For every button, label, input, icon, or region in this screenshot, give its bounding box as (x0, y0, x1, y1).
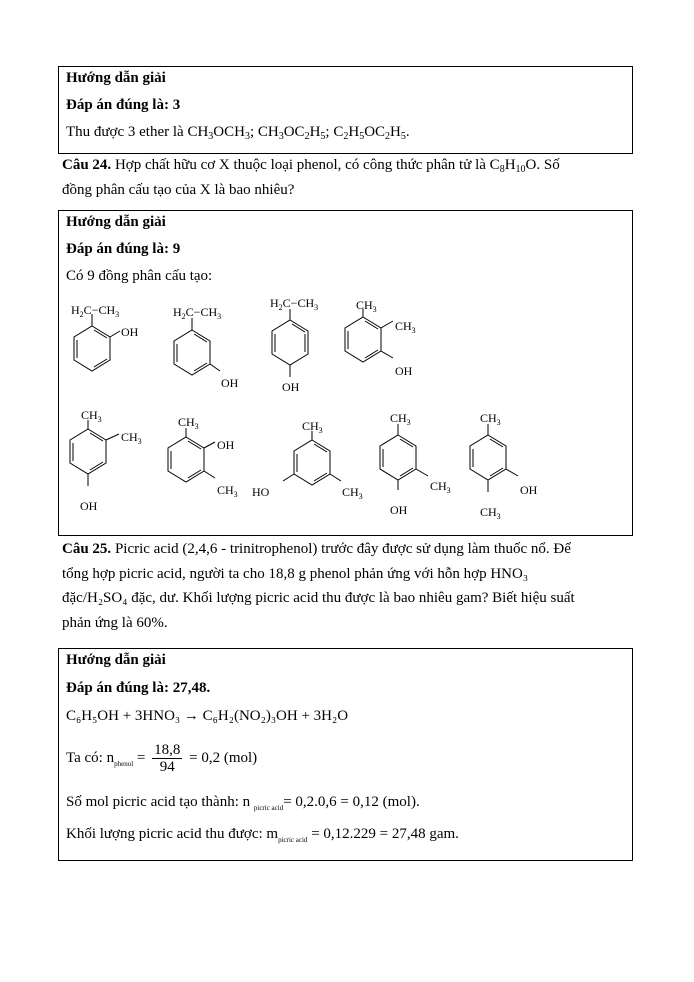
q25-question: Câu 25. Picric acid (2,4,6 - trinitrophenol) trước đây được sử dụng làm thuốc nổ. Để tổng hợp picric acid, người ta cho 18,8 g phenol phản ứng với hỗn hợp HNO₃ đặc/H₂SO₄ đặc, dư. Khối lượng picric acid thu được là bao nhiêu gam? Biết hiệu suất phản ứng là 60%. (62, 541, 575, 631)
isomer-2,4-dimethylphenol (372, 410, 462, 520)
q25-label: Câu 25. (62, 541, 112, 557)
svg-text:HO: HO (252, 485, 270, 499)
q24-question: Câu 24. Hợp chất hữu cơ X thuộc loại phenol, có công thức phân tử là $C_8H_{10}O$. Số đồng phân cấu tạo của X là bao nhiêu? (62, 157, 560, 198)
svg-text:CH3: $CH_3$ (178, 415, 199, 431)
q24-answer: Đáp án đúng là: 9 (66, 241, 181, 257)
svg-text:OH: OH (520, 483, 538, 497)
svg-text:CH3: $CH_3$ (395, 319, 416, 335)
isomer-3,5-dimethylphenol (250, 414, 370, 504)
q25-step2: Số mol picric acid tạo thành: n $_{picric acid}$= 0,2.0,6 = 0,12 (mol). (66, 794, 420, 812)
svg-text:OH: OH (217, 438, 235, 452)
q25-answer: Đáp án đúng là: 27,48. (66, 680, 211, 696)
svg-text:CH3: $CH_3$ (356, 298, 377, 314)
svg-text:OH: OH (395, 364, 413, 378)
isomer-2,5-dimethylphenol (462, 410, 562, 525)
isomer-2,6-dimethylphenol (160, 412, 250, 502)
svg-text:CH3: $CH_3$ (390, 411, 411, 427)
q25-step1: Ta có: $n_{phenol}$ = $\frac{18,8}{94}$ = 0,2 (mol) (66, 742, 258, 775)
isomer-3-ethylphenol (165, 300, 255, 400)
q24-label: Câu 24. (62, 157, 112, 173)
svg-text:H2C−CH3: $H_2C-CH_3$ (71, 303, 120, 319)
q23-explanation: Thu được 3 ether là $CH_3OCH_3$; $CH_3OC_2H_5$; $C_2H_5OC_2H_5$. (66, 124, 410, 142)
svg-text:OH: OH (282, 380, 300, 394)
svg-text:CH3: $CH_3$ (430, 479, 451, 495)
svg-text:CH3: $CH_3$ (302, 419, 323, 435)
q25-solution-heading: Hướng dẫn giải (66, 652, 166, 668)
svg-text:OH: OH (121, 325, 139, 339)
svg-text:CH3: $CH_3$ (217, 483, 238, 499)
svg-text:CH3: $CH_3$ (480, 411, 501, 427)
isomer-2,3-dimethylphenol (338, 297, 428, 387)
svg-text:H2C−CH3: $H_2C-CH_3$ (173, 305, 222, 321)
svg-text:H2C−CH3: $H_2C-CH_3$ (270, 296, 319, 312)
svg-text:CH3: $CH_3$ (81, 408, 102, 424)
svg-text:OH: OH (390, 503, 408, 517)
svg-text:CH3: $CH_3$ (480, 505, 501, 521)
svg-text:OH: OH (221, 376, 239, 390)
q23-solution-heading: Hướng dẫn giải (66, 70, 166, 86)
isomer-3,4-dimethylphenol (63, 405, 153, 515)
isomer-4-ethylphenol (262, 295, 342, 405)
q24-intro: Có 9 đồng phân cấu tạo: (66, 268, 213, 284)
isomer-2-ethylphenol (65, 300, 155, 390)
svg-text:OH: OH (80, 499, 98, 513)
q25-equation: C₆H₅OH + 3HNO₃ → C₆H₂(NO₂)₃OH + 3H₂O (66, 708, 349, 724)
q23-answer: Đáp án đúng là: 3 (66, 97, 181, 113)
q24-solution-heading: Hướng dẫn giải (66, 214, 166, 230)
svg-text:CH3: $CH_3$ (121, 430, 142, 446)
svg-text:CH3: $CH_3$ (342, 485, 363, 501)
q25-step3: Khối lượng picric acid thu được: $m_{picric acid} = 0,12.229 = 27,48$ gam. (66, 826, 459, 844)
